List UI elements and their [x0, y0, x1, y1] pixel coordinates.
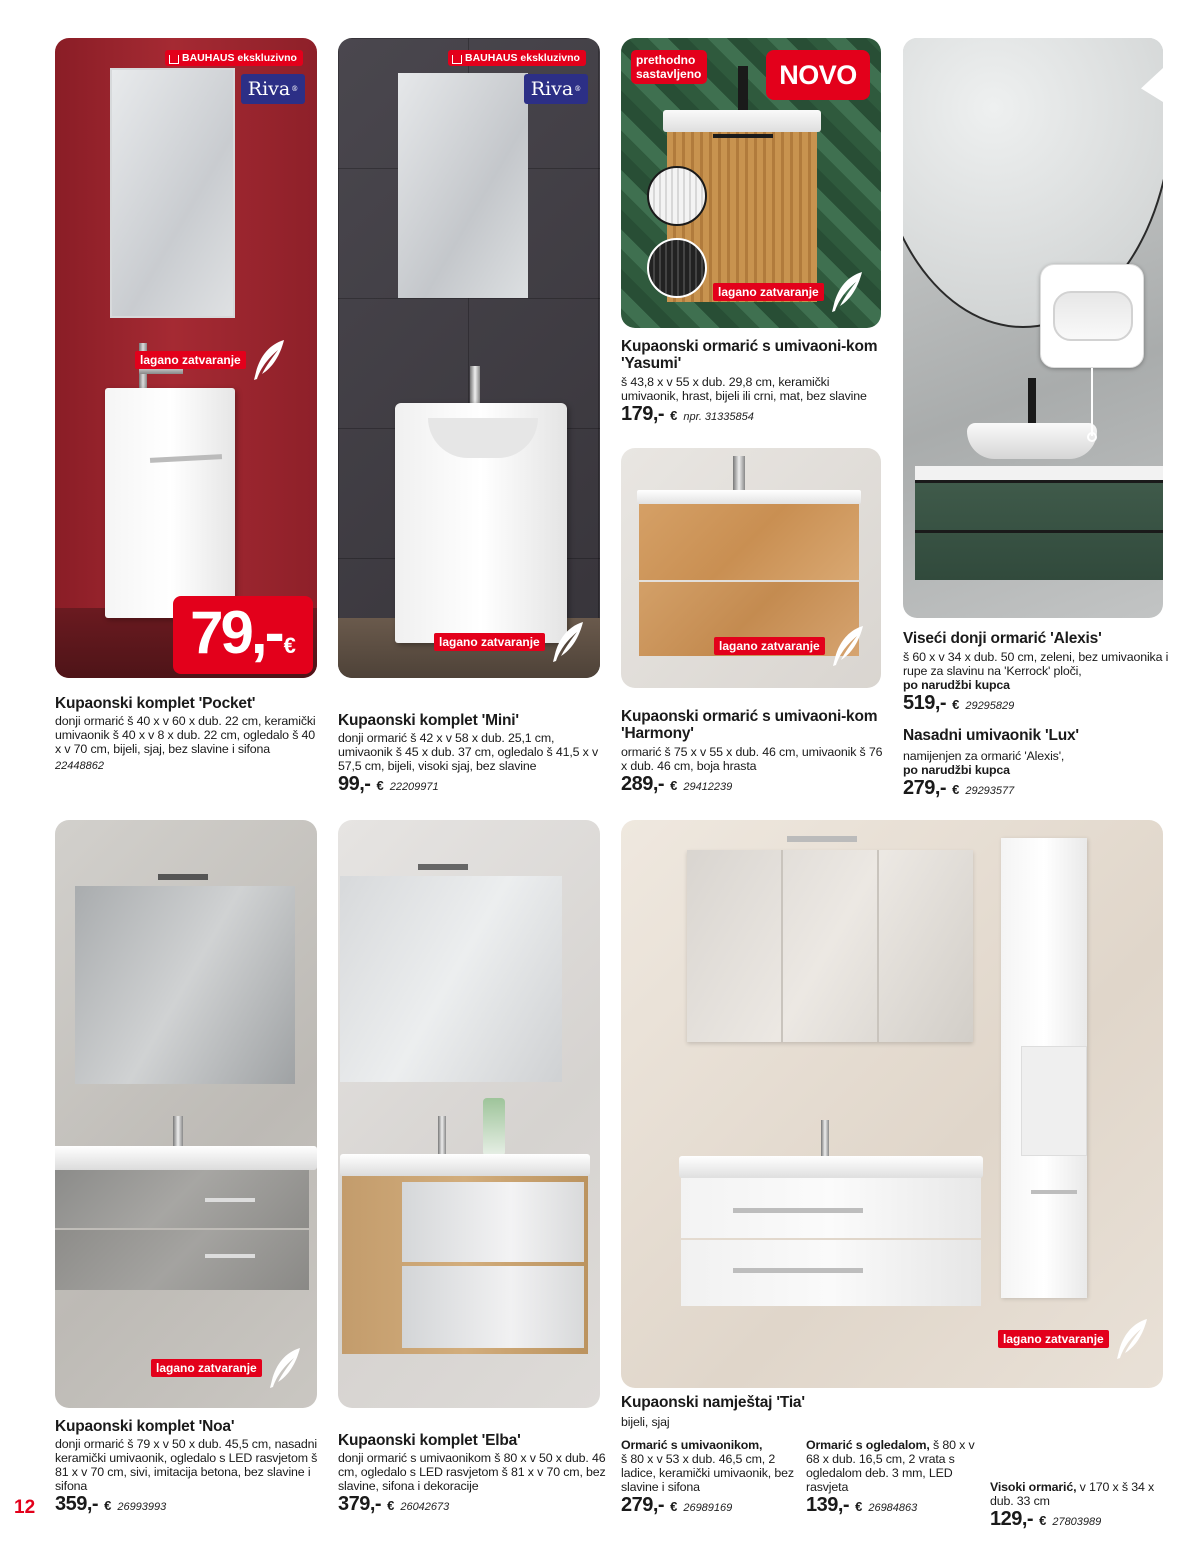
- product-image-noa[interactable]: [55, 820, 317, 1408]
- mirror: [75, 886, 295, 1084]
- product-image-alexis[interactable]: [903, 38, 1163, 618]
- product-pocket: [55, 695, 323, 772]
- feather-icon: [264, 1346, 304, 1390]
- led-lamp: [418, 864, 468, 870]
- basin: [637, 490, 861, 504]
- product-description: donji ormarić s umivaonikom š 80 x v 50 x dub. 46 cm, ogledalo s LED rasvjetom š 81 x v 70 cm, bez slavine, sifona i dekoracije: [338, 1451, 606, 1493]
- riva-logo: Riva ®: [524, 74, 588, 104]
- product-price: 289,-: [621, 773, 665, 795]
- product-price: 279,-: [621, 1494, 665, 1516]
- promo-price-badge: [173, 596, 313, 674]
- item-name: Visoki ormarić,: [990, 1480, 1077, 1494]
- product-noa: [55, 1418, 320, 1514]
- product-code: 29412239: [683, 781, 733, 793]
- product-mini: [338, 712, 608, 794]
- soft-close-badge: lagano zatvaranje: [434, 620, 587, 664]
- basin: [340, 1154, 590, 1176]
- bauhaus-exclusive-badge: BAUHAUS ekskluzivno: [448, 50, 586, 66]
- item-name: Ormarić s ogledalom,: [806, 1438, 930, 1452]
- product-description: donji ormarić š 40 x v 60 x dub. 22 cm, keramički umivaonik š 40 x v 8 x dub. 22 cm, ogledalo š 40 x v 70 cm, bijeli, sjaj, bez slavine i sifona: [55, 714, 316, 756]
- product-code: 26989169: [683, 1502, 733, 1514]
- product-code: 27803989: [1052, 1516, 1102, 1528]
- product-description: ormarić š 75 x v 55 x dub. 46 cm, umivaonik š 76 x dub. 46 cm, boja hrasta: [621, 745, 883, 773]
- product-image-mini[interactable]: [338, 38, 600, 678]
- product-subtitle: bijeli, sjaj: [621, 1415, 670, 1429]
- price-row: [621, 404, 883, 424]
- feather-icon: [248, 338, 288, 382]
- page-number: 12: [14, 1497, 36, 1518]
- white-variant-swatch[interactable]: [647, 166, 707, 226]
- product-title: Nasadni umivaonik 'Lux': [903, 727, 1079, 744]
- tia-item-tall-cabinet: [990, 1480, 1165, 1529]
- order-note: po narudžbi kupca: [903, 678, 1010, 692]
- product-description: š 60 x v 34 x dub. 50 cm, zeleni, bez umivaonika i rupe za slavinu na 'Kerrock' ploči,: [903, 650, 1169, 678]
- promo-price: 79,-: [190, 599, 282, 666]
- feather-icon: [547, 620, 587, 664]
- product-image-harmony[interactable]: [621, 448, 881, 688]
- item-description: š 80 x v 68 x dub. 16,5 cm, 2 vrata s ogledalom deb. 3 mm, LED rasvjeta: [806, 1438, 975, 1494]
- faucet: [821, 1120, 829, 1158]
- product-price: 129,-: [990, 1508, 1034, 1530]
- feather-icon: [826, 270, 866, 314]
- feather-icon: [827, 624, 867, 668]
- mirror: [340, 876, 562, 1082]
- product-title: Kupaonski komplet 'Mini': [338, 712, 519, 729]
- currency: €: [104, 1498, 112, 1513]
- faucet: [738, 66, 748, 116]
- new-badge: NOVO: [766, 50, 870, 100]
- currency: €: [670, 1499, 678, 1514]
- product-price: 139,-: [806, 1494, 850, 1516]
- product-image-yasumi[interactable]: [621, 38, 881, 328]
- soft-close-badge: lagano zatvaranje: [135, 338, 288, 382]
- price-row: [621, 1495, 801, 1515]
- soft-close-badge: lagano zatvaranje: [713, 270, 866, 314]
- product-price: 359,-: [55, 1493, 99, 1515]
- soft-close-badge: lagano zatvaranje: [714, 624, 867, 668]
- tall-cabinet-shelves: [1021, 1046, 1087, 1156]
- product-code: 26984863: [868, 1502, 918, 1514]
- product-price: 99,-: [338, 773, 371, 795]
- product-alexis: [903, 630, 1173, 713]
- product-title: Viseći donji ormarić 'Alexis': [903, 630, 1102, 647]
- soft-close-badge: lagano zatvaranje: [151, 1346, 304, 1390]
- currency: €: [1039, 1513, 1047, 1528]
- plant-vase: [483, 1098, 505, 1156]
- led-lamp: [158, 874, 208, 880]
- item-description: v 170 x š 34 x dub. 33 cm: [990, 1480, 1155, 1508]
- led-lamp: [787, 836, 857, 842]
- faucet: [733, 456, 745, 492]
- product-image-elba[interactable]: [338, 820, 600, 1408]
- mirror: [398, 73, 528, 298]
- product-code: 26042673: [400, 1501, 450, 1513]
- price-row: [903, 693, 1173, 713]
- product-description: namijenjen za ormarić 'Alexis',: [903, 749, 1065, 763]
- product-elba: [338, 1432, 608, 1514]
- product-title: Kupaonski ormarić s umivaoni-kom 'Harmony': [621, 708, 878, 742]
- faucet: [470, 366, 480, 406]
- currency: €: [387, 1498, 395, 1513]
- product-title: Kupaonski ormarić s umivaoni-kom 'Yasumi': [621, 338, 878, 372]
- faucet: [173, 1116, 183, 1150]
- vessel-basin: [967, 423, 1097, 459]
- faucet: [438, 1116, 446, 1154]
- drawer-front-bottom: [402, 1266, 584, 1348]
- product-code: 22448862: [55, 760, 104, 772]
- price-row: [338, 774, 608, 794]
- price-row: [55, 1494, 320, 1514]
- price-row: [806, 1495, 986, 1515]
- basin-detail-callout: [1040, 264, 1144, 368]
- currency: €: [670, 408, 678, 423]
- basin: [679, 1156, 983, 1178]
- product-description: š 43,8 x v 55 x dub. 29,8 cm, keramički umivaonik, hrast, bijeli ili crni, mat, bez slavine: [621, 375, 867, 403]
- product-tia: [621, 1394, 1161, 1429]
- basin: [663, 110, 821, 132]
- black-variant-swatch[interactable]: [647, 238, 707, 298]
- house-icon: [452, 55, 462, 64]
- price-row: [903, 778, 1173, 798]
- currency: €: [670, 778, 678, 793]
- product-title: Kupaonski komplet 'Noa': [55, 1418, 235, 1435]
- tia-item-vanity: [621, 1438, 801, 1515]
- mirror-cabinet: [687, 850, 973, 1042]
- vanity-drawer-top: [55, 1170, 309, 1228]
- product-description: donji ormarić š 79 x v 50 x dub. 45,5 cm, nasadni keramički umivaonik, ogledalo s LED rasvjetom š 81 x v 70 cm, sivi, imitacija betona, bez slavine i sifona: [55, 1437, 318, 1493]
- price-row: [338, 1494, 608, 1514]
- riva-logo: Riva ®: [241, 74, 305, 104]
- order-note: po narudžbi kupca: [903, 763, 1010, 777]
- price-row: [621, 774, 883, 794]
- product-code: 26993993: [117, 1501, 167, 1513]
- tia-item-mirror-cabinet: [806, 1438, 986, 1515]
- vanity-cabinet: [105, 388, 235, 618]
- currency: €: [376, 778, 384, 793]
- currency: €: [952, 697, 960, 712]
- promo-currency: €: [283, 633, 296, 658]
- item-name: Ormarić s umivaonikom,: [621, 1438, 763, 1452]
- currency: €: [952, 782, 960, 797]
- house-icon: [169, 55, 179, 64]
- product-title: Kupaonski komplet 'Pocket': [55, 695, 256, 712]
- mirror: [110, 68, 235, 318]
- soft-close-badge: lagano zatvaranje: [998, 1317, 1151, 1361]
- item-description: š 80 x v 53 x dub. 46,5 cm, 2 ladice, keramički umivaonik, bez slavine i sifona: [621, 1452, 794, 1494]
- product-yasumi: [621, 338, 883, 424]
- product-harmony: [621, 708, 883, 794]
- product-code: 29293577: [965, 785, 1015, 797]
- product-code: 22209971: [389, 781, 439, 793]
- vanity-drawer-top: [639, 504, 859, 580]
- product-title: Kupaonski namještaj 'Tia': [621, 1394, 805, 1411]
- product-code: 29295829: [965, 700, 1015, 712]
- product-price: 519,-: [903, 692, 947, 714]
- preassembled-badge: prethodno sastavljeno: [631, 50, 707, 84]
- product-price: 379,-: [338, 1493, 382, 1515]
- bauhaus-exclusive-badge: BAUHAUS ekskluzivno: [165, 50, 303, 66]
- product-price: 179,-: [621, 403, 665, 425]
- countertop: [915, 466, 1163, 480]
- currency: €: [855, 1499, 863, 1514]
- feather-icon: [1111, 1317, 1151, 1361]
- drawer-front-top: [402, 1182, 584, 1262]
- product-price: 279,-: [903, 777, 947, 799]
- product-code: npr. 31335854: [683, 411, 754, 423]
- basin: [55, 1146, 317, 1170]
- product-image-tia[interactable]: [621, 820, 1163, 1388]
- vanity-drawer-bottom: [55, 1230, 309, 1290]
- product-title: Kupaonski komplet 'Elba': [338, 1432, 521, 1449]
- product-image-pocket[interactable]: [55, 38, 317, 678]
- price-row: [990, 1509, 1165, 1529]
- product-lux: [903, 727, 1173, 798]
- vanity-drawer-bottom: [681, 1240, 981, 1306]
- product-description: donji ormarić š 42 x v 58 x dub. 25,1 cm, umivaonik š 45 x dub. 37 cm, ogledalo š 41,5 x v 57,5 cm, bijeli, visoki sjaj, bez slavine: [338, 731, 599, 773]
